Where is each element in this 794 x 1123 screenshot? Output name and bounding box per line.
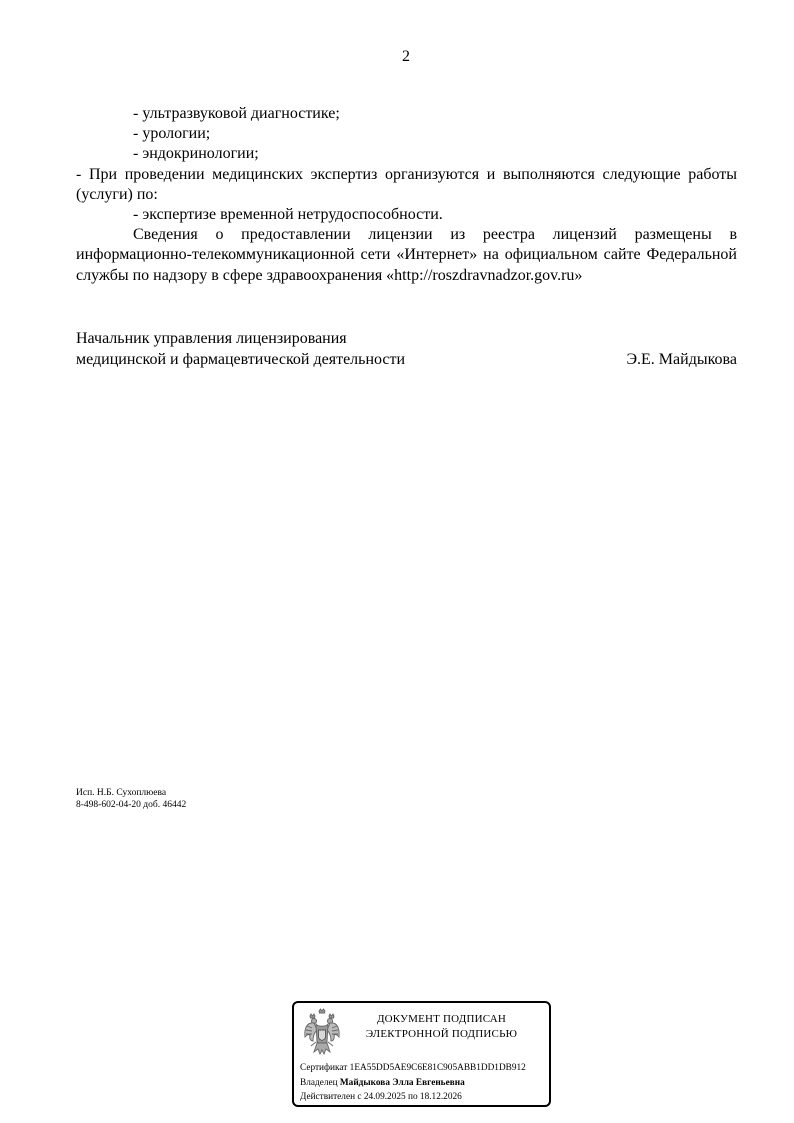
signature-block [76,329,737,370]
electronic-signature-stamp [292,1001,551,1107]
executor-info [76,788,186,811]
signatory-position-line2: медицинской и фармацевтической деятельности [76,350,406,368]
owner-label: Владелец [300,1077,338,1088]
document-body [76,104,737,286]
signatory-row [76,350,737,371]
signatory-position-line1: Начальник управления лицензирования [76,330,347,347]
validity-line: Действителен с 24.09.2025 по 18.12.2026 [300,1092,462,1102]
stamp-title-line2: ЭЛЕКТРОННОЙ ПОДПИСЬЮ [365,1028,518,1040]
list-item-temporary-disability: - экспертизе временной нетрудоспособности. [133,206,443,224]
list-item-urology: - урологии; [133,125,211,143]
executor-name: Исп. Н.Б. Сухоплюева [76,788,167,798]
list-item-endocrinology: - эндокринологии; [133,145,259,163]
page-number: 2 [402,48,410,65]
owner-line [300,1076,526,1091]
stamp-details [300,1061,526,1105]
executor-phone: 8-498-602-04-20 доб. 46442 [76,799,187,810]
certificate-number: 1EA55DD5AE9C6E81C905ABB1DD1DB912 [349,1063,526,1073]
certificate-line [300,1061,526,1076]
license-info-paragraph: Сведения о предоставлении лицензии из реестра лицензий размещены в информационно-телекоммуникационной сети «Интернет» на официальном сайте Федеральной службы по надзору в сфере здравоохранения «http://roszdravnadzor.gov.ru» [76,226,737,284]
signatory-name: Э.Е. Майдыкова [626,350,737,368]
stamp-title-line1: ДОКУМЕНТ ПОДПИСАН [376,1013,507,1025]
list-item-ultrasound: - ультразвуковой диагностике; [133,105,340,122]
stamp-title [334,1012,549,1042]
certificate-label: Сертификат [300,1063,348,1073]
owner-name: Майдыкова Элла Евгеньевна [339,1077,465,1088]
expertise-paragraph: - При проведении медицинских экспертиз организуются и выполняются следующие работы (услуги) по: [76,165,737,203]
